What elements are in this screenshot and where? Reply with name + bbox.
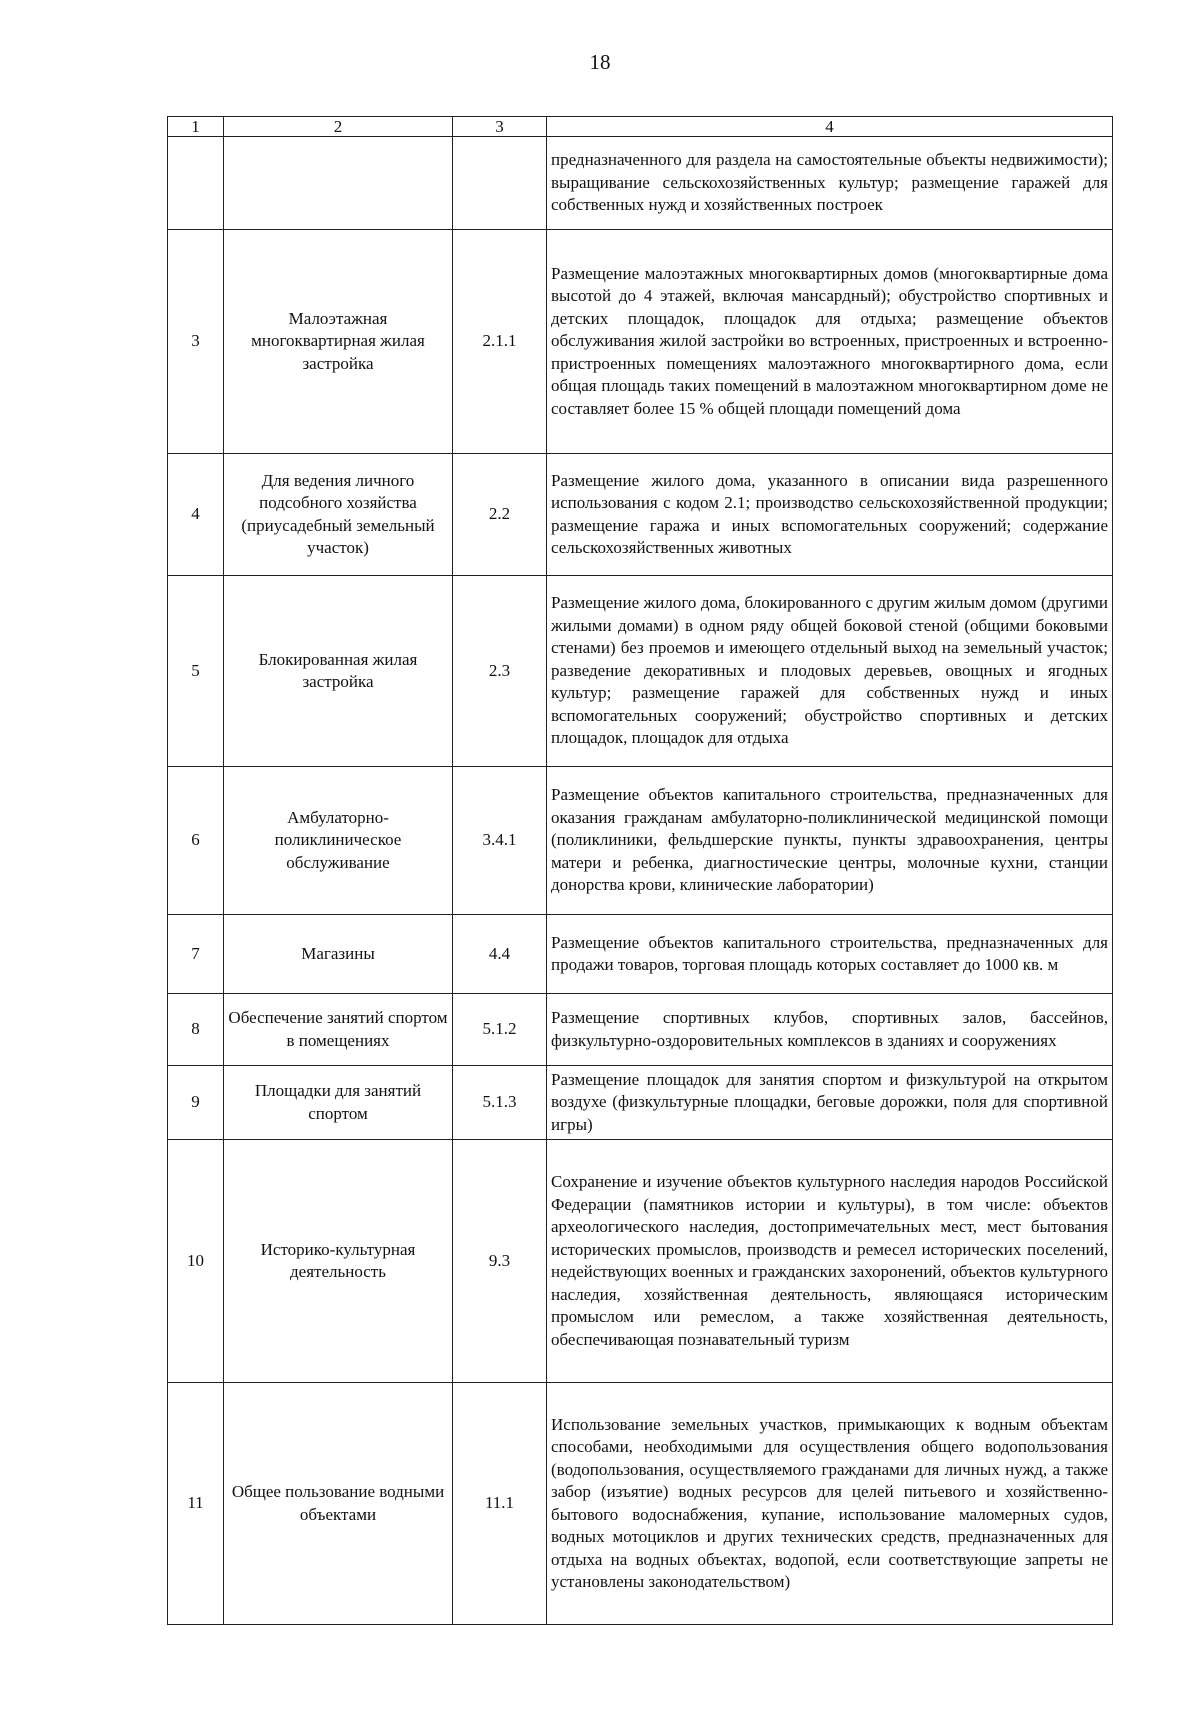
row-code: 3.4.1: [453, 767, 547, 915]
row-number: 9: [168, 1066, 224, 1140]
row-code: 5.1.3: [453, 1066, 547, 1140]
row-name: Амбулаторно-поликлиническое обслуживание: [224, 767, 453, 915]
row-description: Размещение малоэтажных многоквартирных домов (многоквартирные дома высотой до 4 этажей, включая мансардный); обустройство спортивных и детских площадок, площадок для отдыха; размещение объектов обслуживания жилой застройки во встроенных, пристроенных и встроенно-пристроенных помещениях малоэтажного многоквартирного дома, если общая площадь таких помещений в малоэтажном многоквартирном доме не составляет более 15 % общей площади помещений дома: [547, 230, 1113, 454]
table-row: [168, 994, 1113, 1066]
row-number: 11: [168, 1383, 224, 1625]
row-number: 5: [168, 576, 224, 767]
row-code: 2.2: [453, 454, 547, 576]
row-number: 7: [168, 915, 224, 994]
table-row: [168, 767, 1113, 915]
table-row: [168, 454, 1113, 576]
row-code: [453, 137, 547, 230]
row-number: 4: [168, 454, 224, 576]
header-row: [168, 117, 1113, 137]
header-col-1: 1: [168, 117, 224, 137]
page-number: 18: [589, 50, 611, 74]
row-description: Размещение объектов капитального строительства, предназначенных для оказания гражданам амбулаторно-поликлинической медицинской помощи (поликлиники, фельдшерские пункты, пункты здравоохранения, центры матери и ребенка, диагностические центры, молочные кухни, станции донорства крови, клинические лаборатории): [547, 767, 1113, 915]
row-name: Общее пользование водными объектами: [224, 1383, 453, 1625]
table-row: [168, 1066, 1113, 1140]
row-description: Размещение спортивных клубов, спортивных залов, бассейнов, физкультурно-оздоровительных комплексов в зданиях и сооружениях: [547, 994, 1113, 1066]
row-description: предназначенного для раздела на самостоятельные объекты недвижимости); выращивание сельскохозяйственных культур; размещение гаражей для собственных нужд и хозяйственных построек: [547, 137, 1113, 230]
row-name: Малоэтажная многоквартирная жилая застройка: [224, 230, 453, 454]
row-number: 10: [168, 1140, 224, 1383]
row-code: 4.4: [453, 915, 547, 994]
table-row: [168, 1383, 1113, 1625]
table-row: [168, 1140, 1113, 1383]
table-row: [168, 230, 1113, 454]
row-code: 11.1: [453, 1383, 547, 1625]
row-code: 9.3: [453, 1140, 547, 1383]
land-use-table: [167, 116, 1113, 1625]
row-number: 8: [168, 994, 224, 1066]
table-row: [168, 915, 1113, 994]
row-name: Для ведения личного подсобного хозяйства (приусадебный земельный участок): [224, 454, 453, 576]
row-code: 2.3: [453, 576, 547, 767]
row-name: [224, 137, 453, 230]
row-name: Магазины: [224, 915, 453, 994]
row-description: Размещение жилого дома, блокированного с другим жилым домом (другими жилыми домами) в одном ряду общей боковой стеной (общими боковыми стенами) без проемов и имеющего отдельный выход на земельный участок; разведение декоративных и плодовых деревьев, овощных и ягодных культур; размещение гаражей для собственных нужд и иных вспомогательных сооружений; обустройство спортивных и детских площадок, площадок для отдыха: [547, 576, 1113, 767]
row-name: Историко-культурная деятельность: [224, 1140, 453, 1383]
row-name: Площадки для занятий спортом: [224, 1066, 453, 1140]
row-name: Блокированная жилая застройка: [224, 576, 453, 767]
table-row: [168, 576, 1113, 767]
row-number: 6: [168, 767, 224, 915]
row-number: 3: [168, 230, 224, 454]
row-description: Сохранение и изучение объектов культурного наследия народов Российской Федерации (памятников истории и культуры), в том числе: объектов археологического наследия, достопримечательных мест, мест бытования исторических промыслов, производств и ремесел исторических поселений, недействующих военных и гражданских захоронений, объектов культурного наследия, хозяйственная деятельность, являющаяся историческим промыслом или ремеслом, а также хозяйственная деятельность, обеспечивающая познавательный туризм: [547, 1140, 1113, 1383]
row-number: [168, 137, 224, 230]
row-description: Размещение жилого дома, указанного в описании вида разрешенного использования с кодом 2.1; производство сельскохозяйственной продукции; размещение гаража и иных вспомогательных сооружений; содержание сельскохозяйственных животных: [547, 454, 1113, 576]
header-col-3: 3: [453, 117, 547, 137]
row-description: Использование земельных участков, примыкающих к водным объектам способами, необходимыми для осуществления общего водопользования (водопользования, осуществляемого гражданами для личных нужд, а также забор (изъятие) водных ресурсов для целей питьевого и хозяйственно-бытового водоснабжения, купание, использование маломерных судов, водных мотоциклов и других технических средств, предназначенных для отдыха на водных объектах, водопой, если соответствующие запреты не установлены законодательством): [547, 1383, 1113, 1625]
row-name: Обеспечение занятий спортом в помещениях: [224, 994, 453, 1066]
row-description: Размещение объектов капитального строительства, предназначенных для продажи товаров, торговая площадь которых составляет до 1000 кв. м: [547, 915, 1113, 994]
row-description: Размещение площадок для занятия спортом и физкультурой на открытом воздухе (физкультурные площадки, беговые дорожки, поля для спортивной игры): [547, 1066, 1113, 1140]
row-code: 2.1.1: [453, 230, 547, 454]
row-code: 5.1.2: [453, 994, 547, 1066]
header-col-4: 4: [547, 117, 1113, 137]
header-col-2: 2: [224, 117, 453, 137]
table-row: [168, 137, 1113, 230]
